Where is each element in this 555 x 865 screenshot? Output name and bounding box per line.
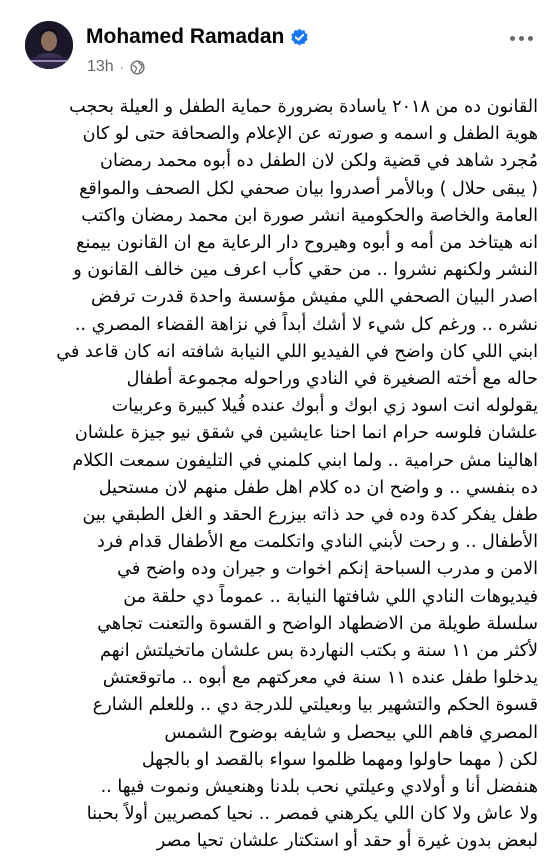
post-text-line: لبعض بدون غيرة أو حقد أو استكتار علشان تحيا مصر bbox=[156, 831, 538, 852]
post-text-line: اهالينا مش حرامية .. ولما ابني كلمني في التليفون سمعت الكلام bbox=[72, 450, 538, 471]
verified-badge-icon bbox=[290, 28, 309, 47]
post-meta bbox=[87, 57, 145, 77]
post-text-line: مُجرد شاهد في قضية ولكن لان الطفل ده أبوه محمد رمضان bbox=[100, 151, 538, 172]
post-text-line: ده بنفسي .. و واضح ان ده كلام اهل طفل منهم لان مستحيل bbox=[98, 477, 538, 498]
post-text-line: النشر ولكنهم نشروا .. من حقي كأب اعرف مين خالف القانون و bbox=[73, 260, 538, 281]
author-name[interactable]: Mohamed Ramadan bbox=[86, 25, 285, 48]
author-row bbox=[86, 24, 309, 50]
more-dot-icon bbox=[528, 36, 533, 41]
more-dot-icon bbox=[510, 36, 515, 41]
post-text-line: هوية الطفل و اسمه و صورته عن الإعلام والصحافة حتى لو كان bbox=[82, 124, 538, 145]
post-header bbox=[0, 0, 555, 88]
post-text-line: المصري فاهم اللي بيحصل و شايفه بوضوح الشمس bbox=[164, 722, 538, 743]
post-text-line: نشره .. ورغم كل شيء لا أشك أبداً في نزاهة القضاء المصري .. bbox=[74, 314, 538, 335]
post-text-line: فيديوهات النادي اللي شافتها النيابة .. عموماً دي حلقة من bbox=[123, 586, 538, 607]
post-text-line: لكن ( مهما حاولوا ومهما ظلموا سواء بالقصد او بالجهل bbox=[141, 749, 538, 770]
post-text-line: لأكثر من ١١ سنة و بكتب النهاردة بس علشان ماتخيلتش انهم bbox=[100, 641, 538, 662]
post-text-line: حاله مع أخته الصغيرة في النادي وراحوله مجموعة أطفال bbox=[126, 369, 538, 390]
post-text-line: يقولوله انت اسود زي ابوك و أبوك عنده فُيلا كبيرة وعربيات bbox=[111, 396, 538, 417]
author-avatar[interactable] bbox=[25, 21, 73, 69]
post-text-line: ابني اللي كان واضح في الفيديو اللي النيابة شافته انه كان قاعد في bbox=[56, 341, 538, 362]
post-text-line: الأطفال .. و رحت لأبني النادي واتكلمت مع الأطفال قدام فرد bbox=[96, 532, 538, 553]
post-text-line: ولا عاش ولا كان اللي يكرهني فمصر .. نحيا كمصريين أولاً بحبنا bbox=[86, 804, 538, 825]
globe-icon[interactable] bbox=[130, 60, 145, 75]
post-text-line: طفل يفكر كدة وده في حد ذاته بيزرع الحقد و الغل الطبقي بين bbox=[82, 505, 538, 526]
post-text-line: القانون ده من ٢٠١٨ ياسادة بضرورة حماية الطفل و العيلة بحجب bbox=[69, 97, 538, 117]
post-text-line: قسوة الحكم والتشهير بيا وبعيلتي للدرجة دي .. وللعلم الشارع bbox=[92, 695, 538, 716]
post-text-line: الامن و مدرب السباحة إنكم اخوات و جيران وده واضح في bbox=[117, 559, 538, 580]
more-dot-icon bbox=[519, 36, 524, 41]
meta-separator: · bbox=[119, 60, 124, 74]
post-text-line: اصدر البيان الصحفي اللي مفيش مؤسسة واحدة قدرت ترفض bbox=[90, 287, 538, 308]
post-text-line: سلسلة طويلة من الاضطهاد الواضح و القسوة والتعنت تجاهي bbox=[97, 613, 538, 634]
post-text bbox=[18, 94, 538, 856]
avatar-photo-icon bbox=[25, 21, 73, 69]
post-timestamp[interactable]: 13h bbox=[87, 58, 114, 75]
post-text-line: العامة والخاصة والحكومية انشر صورة ابن محمد رمضان واكتب bbox=[81, 205, 538, 226]
post-text-line: يدخلوا طفل عنده ١١ سنة في معركتهم مع أبوه .. ماتوقعتش bbox=[102, 668, 538, 689]
more-options-button[interactable] bbox=[505, 26, 537, 50]
post-text-line: هنفضل أنا و أولادي وعيلتي نحب بلدنا وهنعيش ونموت فيها .. bbox=[100, 777, 538, 798]
post-text-line: انه هيتاخد من أمه و أبوه وهيروح دار الرعاية مع ان القانون بيمنع bbox=[76, 233, 538, 254]
post-text-line: ( يبقى حلال ) وبالأمر أصدروا بيان صحفي لكل الصحف والمواقع bbox=[79, 178, 538, 199]
post-text-line: علشان فلوسه حرام انما احنا عايشين في شقق نيو جيزة علشان bbox=[74, 423, 538, 444]
